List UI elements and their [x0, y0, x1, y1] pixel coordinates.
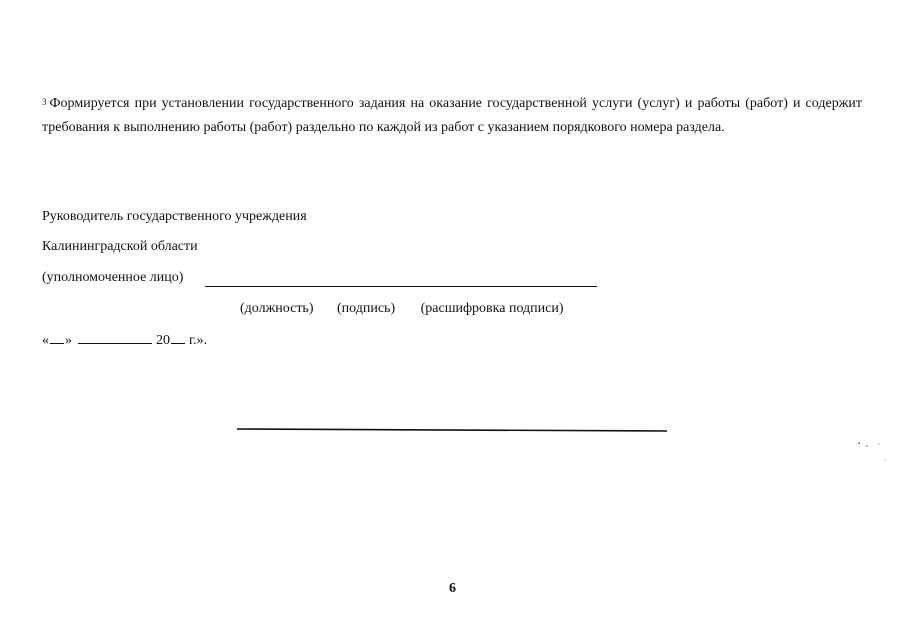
footnote-text: Формируется при установлении государственного задания на оказание государственной услуги (услуг) и работы (работ) и содержит требования к выполнению работы (работ) раздельно по каждой из работ с указанием порядкового номера раздела. — [42, 96, 862, 135]
year-suffix: г.». — [189, 333, 208, 348]
caption-position: (должность) — [240, 301, 314, 316]
footnote-marker: 3 — [42, 97, 47, 107]
signatory-title-line3: (уполномоченное лицо) — [42, 270, 184, 285]
year-century: 20 — [156, 333, 170, 348]
date-close-quote: » — [65, 333, 72, 348]
day-blank — [50, 330, 64, 344]
footnote — [42, 92, 862, 140]
date-open-quote: « — [42, 333, 49, 348]
page-number: 6 — [449, 581, 456, 596]
signatory-title-line2: Калининградской области — [42, 239, 198, 254]
year-blank — [171, 330, 185, 344]
signature-captions — [240, 300, 564, 318]
signatory-title-line1: Руководитель государственного учреждения — [42, 209, 307, 224]
month-blank — [78, 330, 152, 344]
date-line — [42, 330, 207, 350]
signature-rule — [205, 286, 597, 287]
scan-specks — [855, 438, 895, 468]
caption-signature: (подпись) — [336, 301, 396, 316]
caption-transcript: (расшифровка подписи) — [420, 301, 564, 316]
end-of-section-rule — [237, 428, 667, 432]
